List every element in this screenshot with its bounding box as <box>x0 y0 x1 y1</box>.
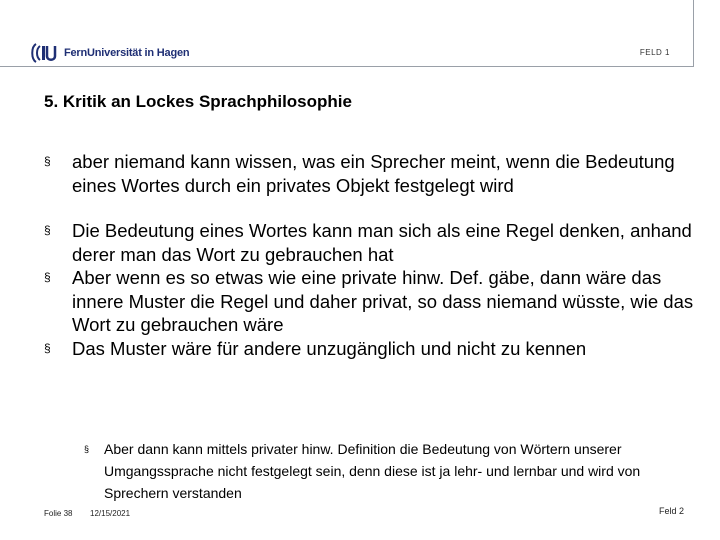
sub-bullet-list <box>84 438 674 504</box>
bullet-icon: § <box>44 154 51 168</box>
slide-title: 5. Kritik an Lockes Sprachphilosophie <box>44 92 352 111</box>
bullet-icon: § <box>44 340 51 355</box>
sub-bullet-icon: § <box>84 444 90 454</box>
footer-slide-number: Folie 38 <box>44 509 73 518</box>
sub-bullet-text: Aber dann kann mittels privater hinw. Definition die Bedeutung von Wörtern unserer Umgangssprache nicht festgelegt sein, denn diese ist ja lehr- und lernbar und wird von Sprechern verstanden <box>104 441 641 501</box>
bullet-spacer <box>44 197 694 219</box>
bullet-item <box>44 266 694 337</box>
logo-text: FernUniversität in Hagen <box>64 47 190 59</box>
header-feld-label: FELD 1 <box>639 48 670 57</box>
bullet-icon: § <box>44 270 51 284</box>
sub-bullet-item <box>84 438 674 504</box>
footer-feld-label: Feld 2 <box>658 506 684 516</box>
bullet-item <box>44 337 694 361</box>
footer-date: 12/15/2021 <box>90 509 131 518</box>
university-logo <box>30 42 189 64</box>
header-horizontal-rule <box>0 66 694 67</box>
bullet-text: aber niemand kann wissen, was ein Sprecher meint, wenn die Bedeutung eines Wortes durch ein privates Objekt festgelegt wird <box>72 151 675 196</box>
fernuni-logo-icon <box>30 42 60 64</box>
header-vertical-rule-lower <box>693 40 694 67</box>
bullet-item <box>44 219 694 266</box>
bullet-text: Aber wenn es so etwas wie eine private hinw. Def. gäbe, dann wäre das innere Muster die Regel und daher privat, so dass niemand wüsste, wie das Wort zu gebrauchen wäre <box>72 267 694 335</box>
header-vertical-rule <box>693 0 694 40</box>
bullet-text: Das Muster wäre für andere unzugänglich und nicht zu kennen <box>72 337 587 359</box>
bullet-item <box>44 150 694 197</box>
bullet-icon: § <box>44 223 51 237</box>
bullet-text: Die Bedeutung eines Wortes kann man sich als eine Regel denken, anhand derer man das Wort zu gebrauchen hat <box>72 220 692 265</box>
bullet-list <box>44 150 694 360</box>
